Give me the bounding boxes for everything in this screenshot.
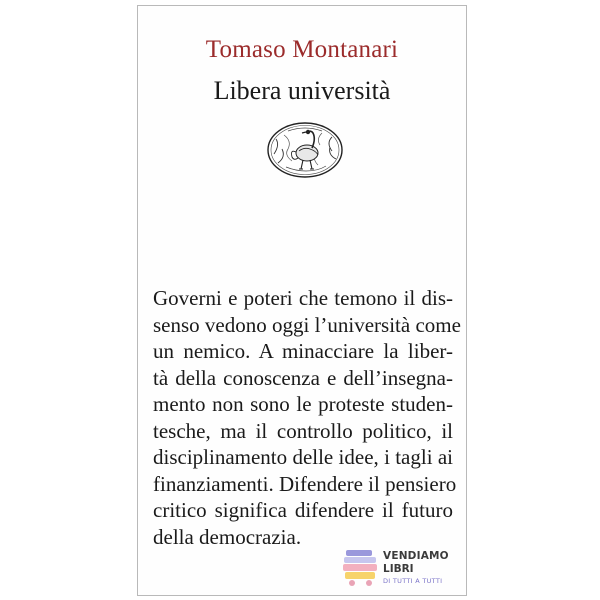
blurb-line: critico significa difendere il futuro bbox=[153, 498, 453, 522]
book-stack-cart-icon bbox=[343, 550, 381, 586]
badge-line-1: VENDIAMO bbox=[383, 550, 449, 562]
badge-tagline: DI TUTTI A TUTTI bbox=[383, 577, 443, 585]
blurb-line: mento non sono le proteste studen- bbox=[153, 392, 453, 416]
blurb-line: della democrazia. bbox=[153, 524, 302, 549]
blurb-line: Governi e poteri che temono il dis- bbox=[153, 286, 453, 310]
blurb-text bbox=[153, 285, 461, 550]
blurb-line: un nemico. A minacciare la liber- bbox=[153, 339, 453, 363]
einaudi-ostrich-logo-icon bbox=[266, 121, 344, 179]
blurb-line: tà della conoscenza e dell’insegna- bbox=[153, 365, 453, 390]
author-name: Tomaso Montanari bbox=[205, 36, 399, 63]
blurb-line: finanziamenti. Difendere il pensiero bbox=[153, 471, 457, 496]
book-cover bbox=[137, 5, 467, 596]
badge-line-2: LIBRI bbox=[383, 563, 414, 575]
book-title: Libera università bbox=[213, 76, 391, 105]
blurb-line: disciplinamento delle idee, i tagli ai bbox=[153, 445, 453, 469]
vendiamo-libri-badge bbox=[343, 542, 453, 590]
blurb-line: tesche, ma il controllo politico, il bbox=[153, 418, 453, 443]
blurb-line: senso vedono oggi l’università come bbox=[153, 312, 461, 337]
